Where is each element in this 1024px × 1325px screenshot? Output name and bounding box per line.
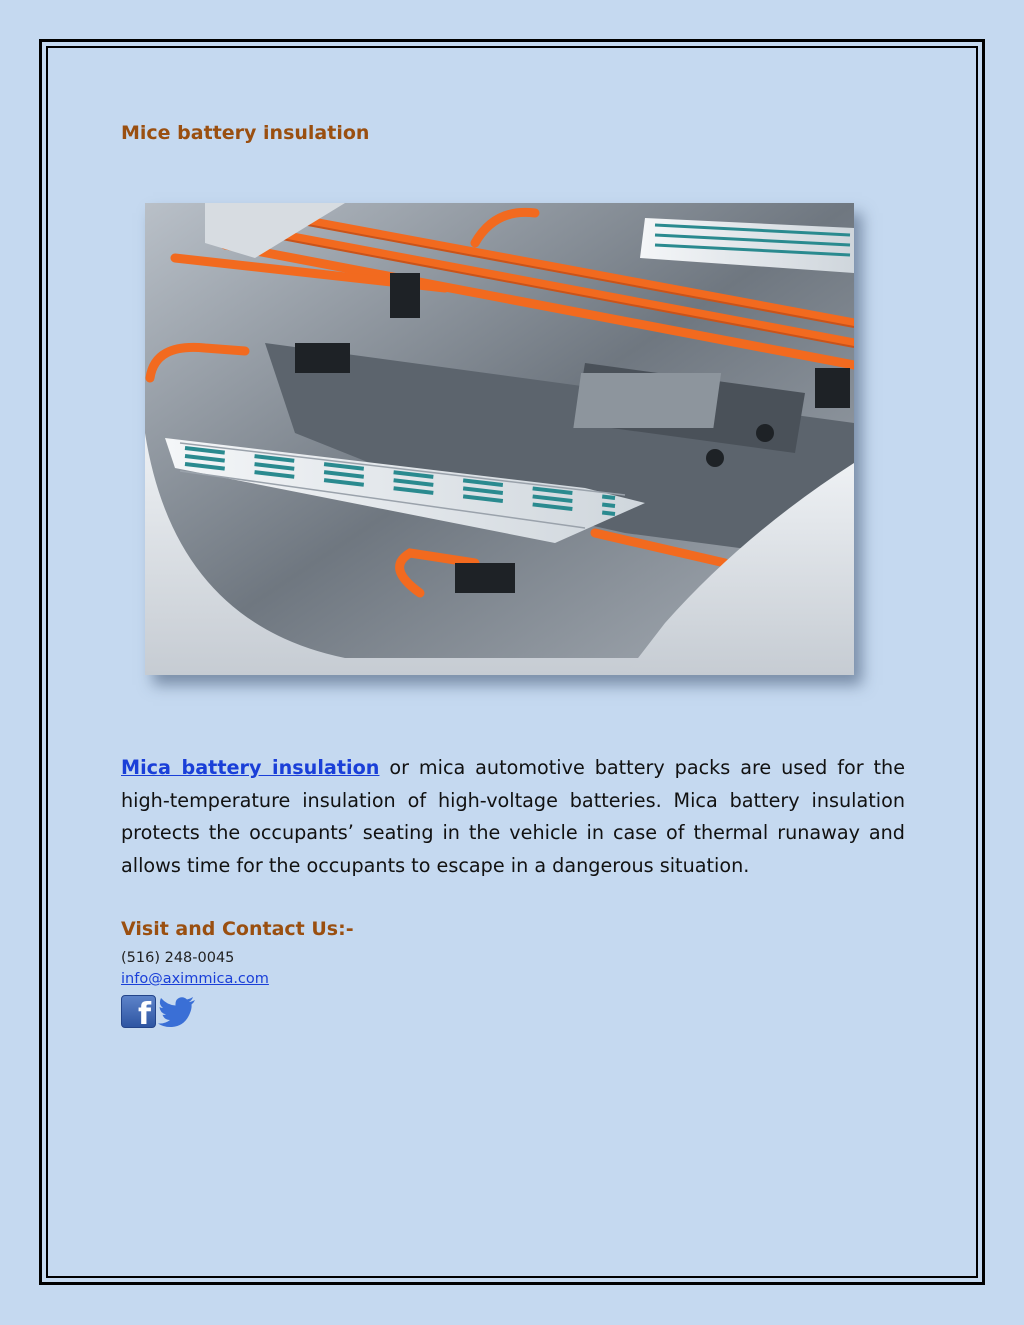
battery-pack-illustration [145,203,854,675]
body-paragraph [121,752,905,883]
facebook-icon[interactable]: f [121,995,156,1028]
page-title: Mice battery insulation [121,122,370,144]
phone-number: (516) 248-0045 [121,950,235,966]
social-icons [121,995,196,1032]
twitter-icon[interactable] [158,996,196,1028]
mica-battery-insulation-link[interactable]: Mica battery insulation [121,756,380,779]
email-link[interactable]: info@aximmica.com [121,971,269,987]
body-text: or mica automotive battery packs are used for the high-temperature insulation of high-voltage batteries. Mica battery insulation protects the occupants’ seating in the vehicle in case of thermal runaway and allows time for the occupants to escape in a dangerous situation. [121,756,906,878]
battery-pack-photo [145,203,854,675]
contact-heading: Visit and Contact Us:- [121,918,354,940]
